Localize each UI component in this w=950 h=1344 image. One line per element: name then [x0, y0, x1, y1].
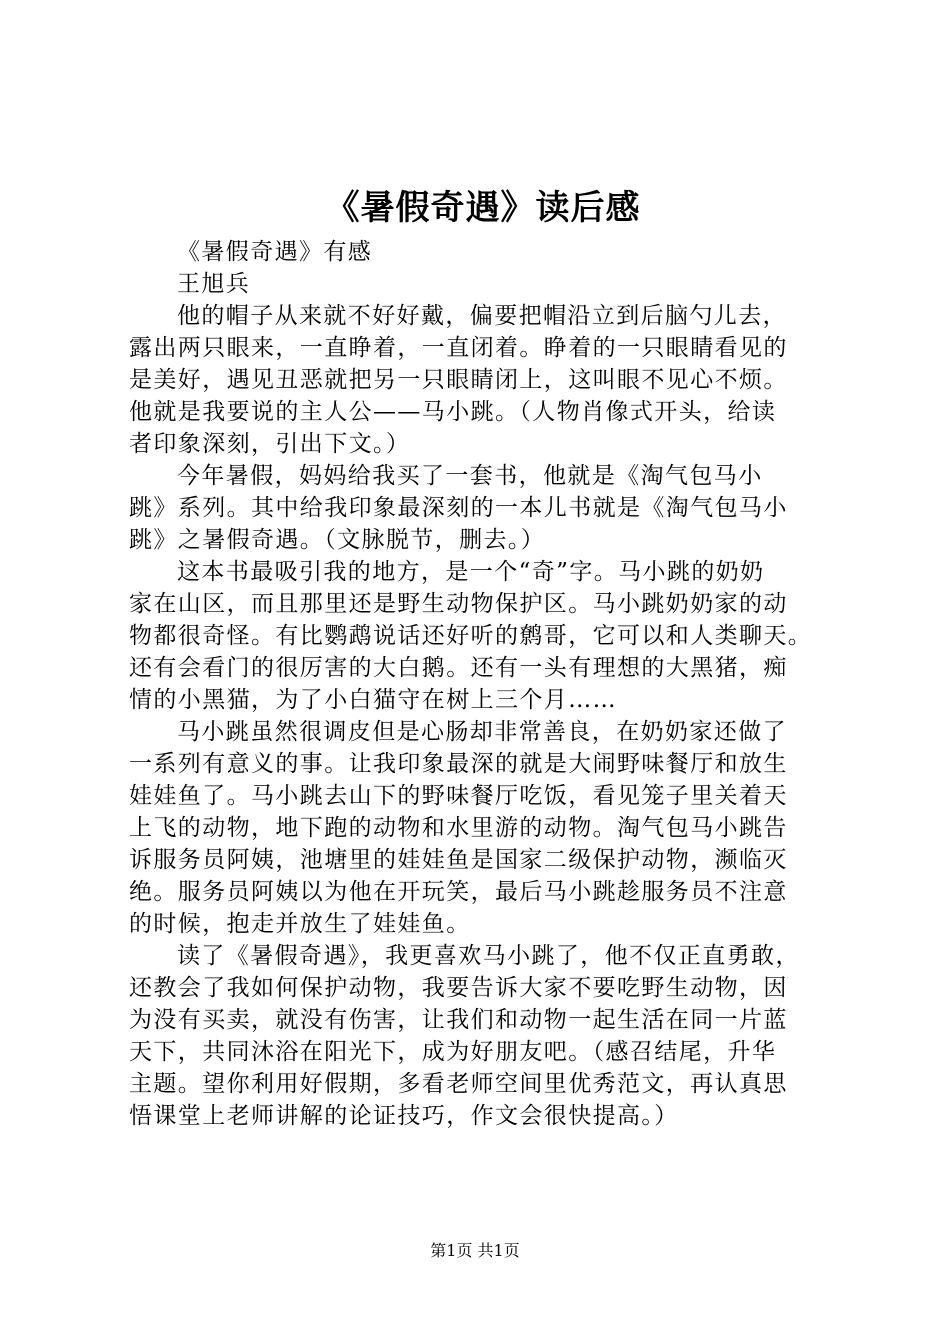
- paragraph-3-line-4: 还有会看门的很厉害的大白鹅。还有一头有理想的大黑猪，痴: [129, 655, 788, 681]
- document-body: [129, 236, 839, 1132]
- paragraph-5-line-6: 悟课堂上老师讲解的论证技巧，作文会很快提高。）: [129, 1103, 679, 1129]
- page-number-footer: 第1页 共1页: [430, 1241, 520, 1260]
- paragraph-2-line-1: 今年暑假，妈妈给我买了一套书，他就是《淘气包马小: [177, 463, 763, 489]
- paragraph-4-line-2: 一系列有意义的事。让我印象最深的就是大闹野味餐厅和放生: [129, 751, 788, 777]
- paragraph-3-line-5: 情的小黑猫，为了小白猫守在树上三个月……: [129, 687, 617, 713]
- paragraph-1-line-3: 是美好，遇见丑恶就把另一只眼睛闭上，这叫眼不见心不烦。: [129, 367, 788, 393]
- paragraph-5-line-2: 还教会了我如何保护动物，我要告诉大家不要吃野生动物，因: [129, 975, 788, 1001]
- paragraph-5-line-1: 读了《暑假奇遇》，我更喜欢马小跳了，他不仅正直勇敢，: [177, 943, 800, 969]
- paragraph-4-line-4: 上飞的动物，地下跑的动物和水里游的动物。淘气包马小跳告: [129, 815, 788, 841]
- paragraph-3-line-2: 家在山区，而且那里还是野生动物保护区。马小跳奶奶家的动: [129, 591, 788, 617]
- paragraph-4-line-5: 诉服务员阿姨，池塘里的娃娃鱼是国家二级保护动物，濒临灭: [129, 847, 788, 873]
- paragraph-4-line-1: 马小跳虽然很调皮但是心肠却非常善良，在奶奶家还做了: [177, 719, 787, 745]
- paragraph-2-line-3: 跳》之暑假奇遇。（文脉脱节，删去。）: [129, 527, 546, 553]
- paragraph-2-line-2: 跳》系列。其中给我印象最深刻的一本儿书就是《淘气包马小: [129, 495, 788, 521]
- document-title: 《暑假奇遇》读后感: [325, 188, 641, 228]
- paragraph-1-line-4: 他就是我要说的主人公——马小跳。（人物肖像式开头，给读: [129, 399, 777, 425]
- paragraph-1-line-2: 露出两只眼来，一直睁着，一直闭着。睁着的一只眼睛看见的: [129, 335, 788, 361]
- paragraph-4-line-7: 的时候，抱走并放生了娃娃鱼。: [129, 911, 471, 937]
- paragraph-1-line-5: 者印象深刻，引出下文。）: [129, 431, 411, 457]
- author-line: 王旭兵: [177, 271, 251, 297]
- paragraph-5-line-4: 天下，共同沐浴在阳光下，成为好朋友吧。（感召结尾，升华: [129, 1039, 777, 1065]
- paragraph-3-line-1: 这本书最吸引我的地方，是一个“奇”字。马小跳的奶奶: [177, 559, 765, 585]
- paragraph-1-line-1: 他的帽子从来就不好好戴，偏要把帽沿立到后脑勺儿去，: [177, 303, 787, 329]
- paragraph-4-line-3: 娃娃鱼了。马小跳去山下的野味餐厅吃饭，看见笼子里关着天: [129, 783, 788, 809]
- paragraph-5-line-3: 为没有买卖，就没有伤害，让我们和动物一起生活在同一片蓝: [129, 1007, 788, 1033]
- paragraph-4-line-6: 绝。服务员阿姨以为他在开玩笑，最后马小跳趁服务员不注意: [129, 879, 788, 905]
- paragraph-5-line-5: 主题。望你利用好假期，多看老师空间里优秀范文，再认真思: [129, 1071, 788, 1097]
- paragraph-3-line-3: 物都很奇怪。有比鹦鹉说话还好听的鹩哥，它可以和人类聊天。: [129, 623, 813, 649]
- subtitle-line: 《暑假奇遇》有感: [177, 239, 373, 265]
